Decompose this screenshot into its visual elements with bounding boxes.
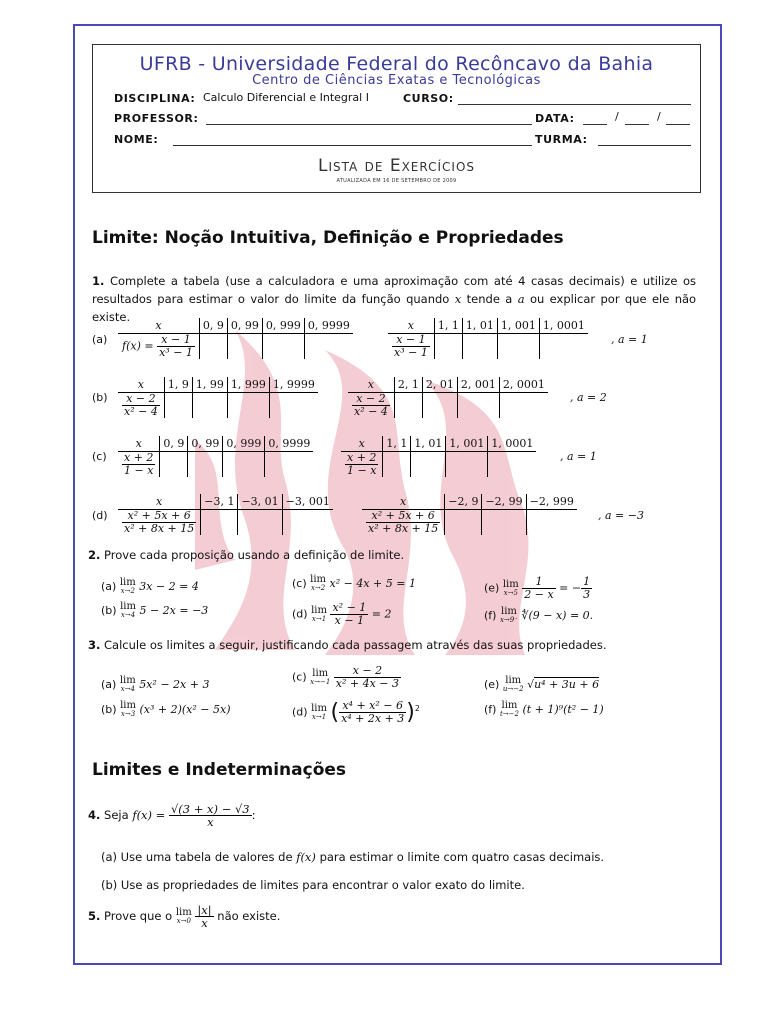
answer-cell[interactable] <box>223 452 265 478</box>
q4-item-a: (a) Use uma tabela de valores de f(x) para estimar o limite com quatro casas decimais. <box>101 850 605 864</box>
q3-item-e: (e) lim u→−2 √u⁴ + 3u + 6 <box>484 675 600 693</box>
answer-cell[interactable] <box>269 393 318 419</box>
q3-item-d: (d) lim x→1 ( $\frac{\text{x⁴ + x² − 6}}{\text{x⁴ + 2x + 3}}$ )$^2$ <box>292 699 420 725</box>
answer-cell[interactable] <box>422 393 457 419</box>
answer-cell[interactable] <box>201 510 238 536</box>
question-1-text: 1. Complete a tabela (use a calculadora e uma aproximação com até 4 casas decimais) e utilize os resultados para estimar o valor do limite da função quando x tende a a ou explicar por que ele não existe. <box>92 274 697 324</box>
question-3-text: 3. Calcule os limites a seguir, justificando cada passagem através das suas propriedades. <box>88 638 607 652</box>
university-name: UFRB - Universidade Federal do Recôncavo da Bahia <box>139 53 654 75</box>
q2-item-b: (b) lim x→4 5 − 2x = −3 <box>101 601 209 619</box>
turma-label: TURMA: <box>535 133 588 146</box>
question-4-text: 4. Seja f(x) = $\frac{√(3 + x) - √3}{x}$ : <box>88 802 256 829</box>
curso-field[interactable] <box>458 104 691 105</box>
answer-cell[interactable] <box>227 393 269 419</box>
answer-cell[interactable] <box>383 452 411 478</box>
q2-item-f: (f) lim x→9⁻ ∜(9 − x) = 0. <box>484 606 594 624</box>
q1-table-d-right: x −2, 9 −2, 99 −2, 999 $\frac{\text{x² + 5x + 6}}{\text{x² + 8x + 15}}$ <box>362 494 577 535</box>
question-2-text: 2. Prove cada proposição usando a definição de limite. <box>88 548 405 562</box>
date-slash-1: / <box>615 110 619 123</box>
professor-label: PROFESSOR: <box>114 112 199 125</box>
q2-item-e: (e) lim x→5 $\frac{1}{2 - x}$ = − $\frac{1}{3}$ <box>484 575 591 601</box>
q1-item-label-d: (d) <box>92 509 108 522</box>
list-title: Lista de Exercícios <box>317 156 476 176</box>
q1-table-c-right: x 1, 1 1, 01 1, 001 1, 0001 $\frac{x + 2}{1 - x}$ <box>341 436 536 477</box>
q2-item-d: (d) lim x→1 $\frac{\text{x² − 1}}{x - 1}$ = 2 <box>292 601 392 627</box>
q3-item-c: (c) lim x→−1 $\frac{x - 2}{\text{x² + 4x − 3}}$ <box>292 664 400 690</box>
turma-field[interactable] <box>598 145 691 146</box>
answer-cell[interactable] <box>488 452 537 478</box>
answer-cell[interactable] <box>227 334 262 360</box>
answer-cell[interactable] <box>262 334 304 360</box>
nome-label: NOME: <box>114 133 159 146</box>
professor-field[interactable] <box>206 124 532 125</box>
q2-item-c: (c) lim x→2 x² − 4x + 5 = 1 <box>292 574 416 592</box>
q1-table-b-right: x 2, 1 2, 01 2, 001 2, 0001 $\frac{x - 2}{\text{x² − 4}}$ <box>348 377 548 418</box>
answer-cell[interactable] <box>394 393 422 419</box>
q1-b-value: , a = 2 <box>570 391 607 404</box>
answer-cell[interactable] <box>499 393 548 419</box>
q1-table-d-left: x −3, 1 −3, 01 −3, 001 $\frac{\text{x² + 5x + 6}}{\text{x² + 8x + 15}}$ <box>118 494 333 535</box>
q1-table-b-left: x 1, 9 1, 99 1, 999 1, 9999 $\frac{x - 2}{\text{x² − 4}}$ <box>118 377 318 418</box>
date-day-field[interactable] <box>583 124 607 125</box>
answer-cell[interactable] <box>199 334 227 360</box>
date-slash-2: / <box>657 110 661 123</box>
updated-date: ATUALIZADA EM 16 DE SETEMBRO DE 2009 <box>336 178 457 184</box>
answer-cell[interactable] <box>304 334 353 360</box>
q3-item-b: (b) lim x→3 (x³ + 2)(x² − 5x) <box>101 700 231 718</box>
q1-item-label-a: (a) <box>92 333 108 346</box>
disciplina-label: DISCIPLINA: <box>114 92 196 105</box>
answer-cell[interactable] <box>282 510 333 536</box>
header-box <box>92 44 701 193</box>
q1-table-a-left: x 0, 9 0, 99 0, 999 0, 9999 f(x) = $\frac{x - 1}{\text{x³ − 1}}$ <box>118 318 353 359</box>
q3-item-f: (f) lim t→−2 (t + 1)⁹(t² − 1) <box>484 700 604 718</box>
answer-cell[interactable] <box>265 452 314 478</box>
section-title-limits: Limite: Noção Intuitiva, Definição e Propriedades <box>92 228 564 248</box>
q3-item-a: (a) lim x→4 5x² − 2x + 3 <box>101 675 210 693</box>
center-name: Centro de Ciências Exatas e Tecnológicas <box>252 73 541 88</box>
q1-c-value: , a = 1 <box>560 450 597 463</box>
disciplina-value: Calculo Diferencial e Integral I <box>203 91 369 104</box>
answer-cell[interactable] <box>411 452 446 478</box>
date-month-field[interactable] <box>625 124 649 125</box>
data-label: DATA: <box>535 112 575 125</box>
answer-cell[interactable] <box>434 334 462 360</box>
answer-cell[interactable] <box>497 334 539 360</box>
q1-table-c-left: x 0, 9 0, 99 0, 999 0, 9999 $\frac{x + 2}{1 - x}$ <box>118 436 313 477</box>
answer-cell[interactable] <box>188 452 223 478</box>
answer-cell[interactable] <box>526 510 577 536</box>
q1-item-label-b: (b) <box>92 391 108 404</box>
nome-field[interactable] <box>173 145 532 146</box>
question-5-text: 5. Prove que o lim x→0 $\frac{|x|}{x}$ não existe. <box>88 903 281 930</box>
q4-item-b: (b) Use as propriedades de limites para encontrar o valor exato do limite. <box>101 878 525 892</box>
q1-table-a-right: x 1, 1 1, 01 1, 001 1, 0001 $\frac{x - 1}{\text{x³ − 1}}$ <box>388 318 588 359</box>
answer-cell[interactable] <box>238 510 282 536</box>
answer-cell[interactable] <box>445 510 482 536</box>
q1-item-label-c: (c) <box>92 450 107 463</box>
answer-cell[interactable] <box>539 334 588 360</box>
q2-item-a: (a) lim x→2 3x − 2 = 4 <box>101 577 199 595</box>
answer-cell[interactable] <box>164 393 192 419</box>
answer-cell[interactable] <box>160 452 188 478</box>
date-year-field[interactable] <box>666 124 690 125</box>
curso-label: CURSO: <box>403 92 454 105</box>
answer-cell[interactable] <box>446 452 488 478</box>
answer-cell[interactable] <box>192 393 227 419</box>
answer-cell[interactable] <box>462 334 497 360</box>
q1-a-value: , a = 1 <box>611 333 648 346</box>
answer-cell[interactable] <box>457 393 499 419</box>
answer-cell[interactable] <box>482 510 526 536</box>
q1-d-value: , a = −3 <box>598 509 644 522</box>
section-title-indeterminations: Limites e Indeterminações <box>92 760 347 780</box>
